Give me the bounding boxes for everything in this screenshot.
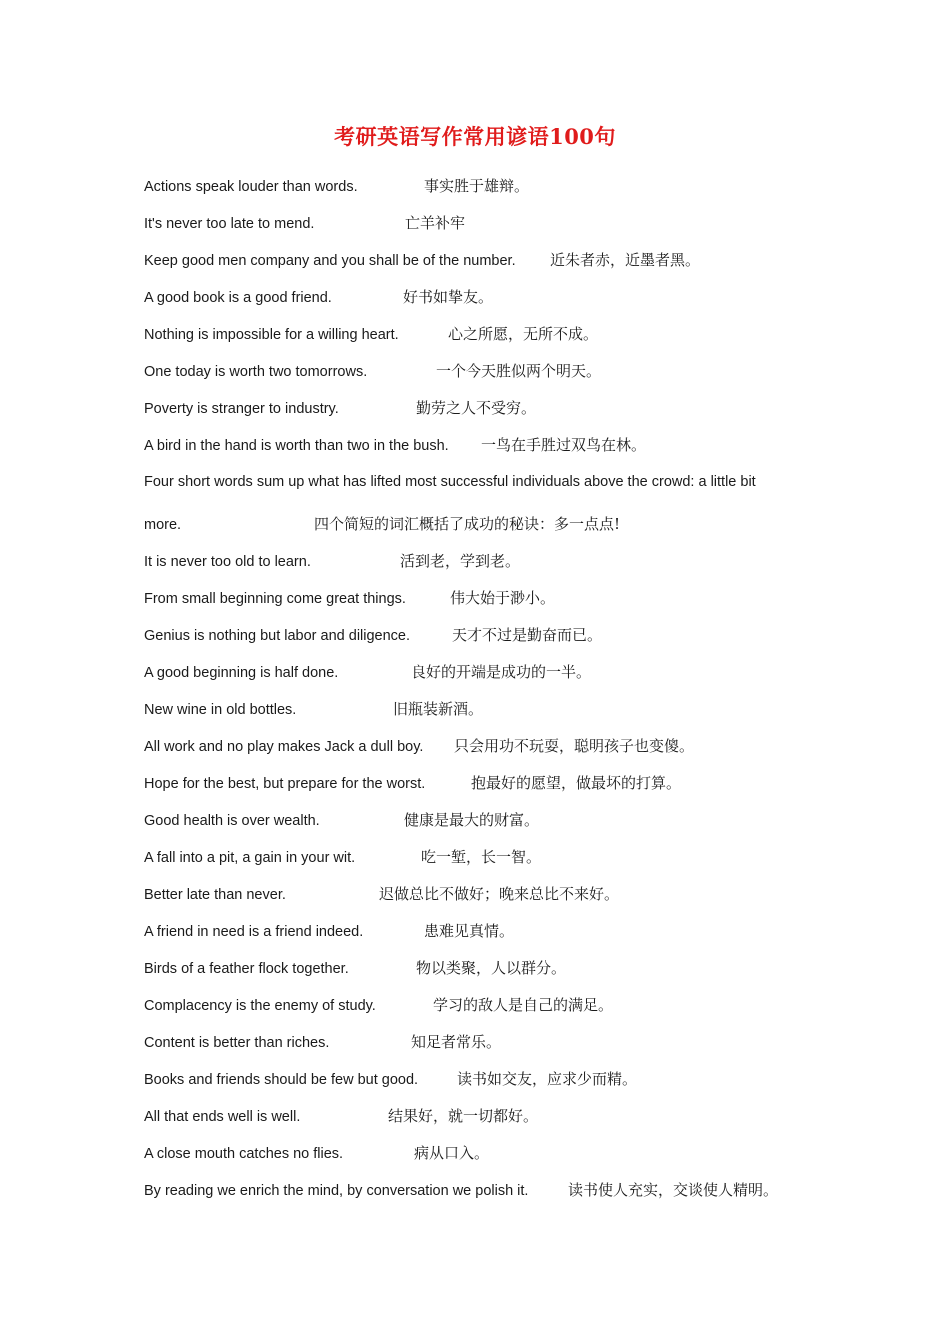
proverb-line: [144, 551, 520, 572]
proverb-english: Actions speak louder than words.: [144, 179, 358, 195]
proverb-english: A bird in the hand is worth than two in the bush.: [144, 438, 449, 454]
proverb-english: It is never too old to learn.: [144, 554, 311, 570]
proverb-english: Nothing is impossible for a willing heart.: [144, 327, 399, 343]
proverb-english: By reading we enrich the mind, by conversation we polish it.: [144, 1183, 529, 1199]
proverb-line: [144, 699, 483, 720]
proverb-line-continued: [144, 514, 620, 535]
proverb-english: All work and no play makes Jack a dull boy.: [144, 739, 424, 755]
proverb-english: A fall into a pit, a gain in your wit.: [144, 850, 356, 866]
proverb-line: [144, 287, 493, 308]
proverb-chinese: 四个简短的词汇概括了成功的秘诀：多一点点!: [314, 515, 621, 533]
proverb-chinese: 抱最好的愿望，做最坏的打算。: [471, 774, 682, 792]
proverb-chinese: 迟做总比不做好；晚来总比不来好。: [379, 885, 620, 903]
proverb-line: [144, 625, 602, 646]
document-title: 考研英语写作常用谚语100句: [334, 124, 616, 149]
proverb-line: [144, 361, 601, 382]
proverb-line: [144, 921, 514, 942]
proverb-english: Genius is nothing but labor and diligence.: [144, 628, 411, 644]
proverb-english: A friend in need is a friend indeed.: [144, 924, 364, 940]
proverb-chinese: 只会用功不玩耍，聪明孩子也变傻。: [454, 737, 695, 755]
proverb-chinese: 旧瓶装新酒。: [393, 700, 484, 718]
proverb-english: New wine in old bottles.: [144, 702, 297, 718]
proverb-line: [144, 884, 619, 905]
proverb-line: [144, 995, 613, 1016]
proverb-chinese: 近朱者赤，近墨者黑。: [550, 251, 701, 269]
proverb-english: Hope for the best, but prepare for the worst.: [144, 776, 426, 792]
proverb-english: Better late than never.: [144, 887, 286, 903]
proverb-chinese: 伟大始于渺小。: [450, 589, 556, 607]
proverb-english: A good book is a good friend.: [144, 290, 332, 306]
proverb-english: All that ends well is well.: [144, 1109, 301, 1125]
proverb-line: [144, 810, 539, 831]
proverb-line: [144, 847, 541, 868]
proverb-english: Birds of a feather flock together.: [144, 961, 349, 977]
proverb-line: [144, 472, 806, 492]
proverb-line: [144, 662, 591, 683]
proverb-english: Complacency is the enemy of study.: [144, 998, 376, 1014]
proverb-english: Content is better than riches.: [144, 1035, 330, 1051]
proverb-chinese: 活到老，学到老。: [400, 552, 521, 570]
proverb-line: [144, 250, 700, 271]
proverb-line: [144, 773, 681, 794]
proverb-english-continued: more.: [144, 517, 182, 533]
proverb-chinese: 结果好，就一切都好。: [388, 1107, 539, 1125]
proverb-chinese: 健康是最大的财富。: [404, 811, 540, 829]
proverb-english: Good health is over wealth.: [144, 813, 320, 829]
proverb-chinese: 读书如交友，应求少而精。: [457, 1070, 638, 1088]
proverb-english: Books and friends should be few but good.: [144, 1072, 419, 1088]
proverb-line: [144, 213, 465, 234]
proverb-chinese: 良好的开端是成功的一半。: [411, 663, 592, 681]
proverb-chinese: 知足者常乐。: [411, 1033, 502, 1051]
proverb-line: [144, 1143, 489, 1164]
proverb-line: [144, 958, 566, 979]
proverb-chinese: 读书使人充实，交谈使人精明。: [568, 1181, 779, 1199]
proverb-english: Four short words sum up what has lifted most successful individuals above the crowd: a little bit: [144, 474, 756, 490]
proverb-line: [144, 398, 536, 419]
proverb-line: [144, 1180, 778, 1201]
proverb-chinese: 亡羊补牢: [405, 214, 466, 232]
proverb-english: Poverty is stranger to industry.: [144, 401, 339, 417]
proverb-line: [144, 1106, 538, 1127]
proverb-english: A good beginning is half done.: [144, 665, 339, 681]
proverb-line: [144, 588, 555, 609]
proverb-chinese: 学习的敌人是自己的满足。: [433, 996, 614, 1014]
proverb-chinese: 病从口入。: [414, 1144, 490, 1162]
proverb-chinese: 吃一堑，长一智。: [421, 848, 542, 866]
proverb-chinese: 事实胜于雄辩。: [424, 177, 530, 195]
proverb-line: [144, 1032, 501, 1053]
proverb-english: It's never too late to mend.: [144, 216, 315, 232]
proverb-chinese: 一个今天胜似两个明天。: [436, 362, 602, 380]
proverb-line: [144, 736, 694, 757]
proverb-english: From small beginning come great things.: [144, 591, 406, 607]
proverb-chinese: 好书如挚友。: [403, 288, 494, 306]
proverb-chinese: 心之所愿，无所不成。: [448, 325, 599, 343]
proverb-chinese: 天才不过是勤奋而已。: [452, 626, 603, 644]
proverb-line: [144, 176, 529, 197]
proverb-chinese: 物以类聚，人以群分。: [416, 959, 567, 977]
proverb-chinese: 患难见真情。: [424, 922, 515, 940]
proverb-english: A close mouth catches no flies.: [144, 1146, 344, 1162]
proverb-chinese: 勤劳之人不受穷。: [416, 399, 537, 417]
proverb-english: Keep good men company and you shall be of the number.: [144, 253, 516, 269]
proverb-english: One today is worth two tomorrows.: [144, 364, 368, 380]
proverb-line: [144, 435, 646, 456]
proverb-line: [144, 324, 598, 345]
proverb-line: [144, 1069, 637, 1090]
proverb-chinese: 一鸟在手胜过双鸟在林。: [481, 436, 647, 454]
